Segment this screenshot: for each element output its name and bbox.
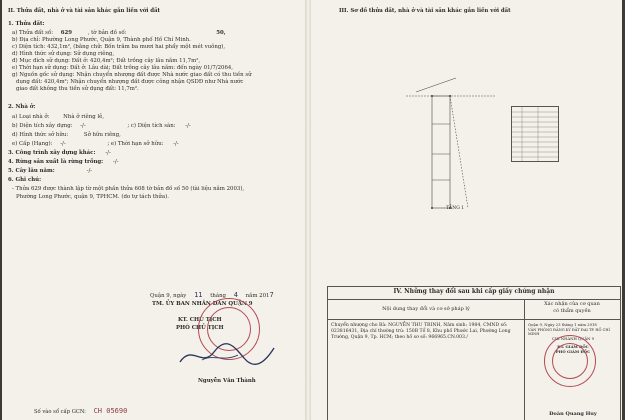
signer-name: Nguyễn Văn Thành [198,378,256,384]
sign-role: PHÓ CHỦ TỊCH [176,325,224,331]
map-sheet-number: 50, [216,30,226,36]
land-header: 1. Thửa đất: [8,21,45,27]
section4-title: IV. Những thay đổi sau khi cấp giấy chứng nhận [393,288,555,295]
forest-line [8,159,119,166]
year-label: năm 201 [245,293,270,299]
house-type-label: a) Loại nhà ở: [12,114,50,120]
certificate-document [2,0,622,420]
grade-line [12,141,179,148]
right-page [311,0,622,420]
sign-kt: KT. CHỦ TỊCH [178,317,222,323]
build-area-value: -/- [80,123,86,129]
address-line: b) Địa chỉ: Phường Long Phước, Quận 9, Thành phố Hồ Chí Minh. [12,37,191,43]
note-line-1: - Thửa 629 được thành lập từ một phần thửa 608 tờ bản đồ số 50 (tài liệu năm 2003), [12,186,245,192]
forest-label: 4. Rừng sản xuất là rừng trồng: [8,159,104,165]
coordinate-table [511,106,559,162]
confirm-date: Quận 9, Ngày 23 tháng 1 năm 2018 [528,322,597,327]
notes-title: 6. Ghi chú: [8,177,42,183]
map-floor-label: TẦNG 1 [446,206,465,211]
term-value: -/- [173,141,179,147]
usage-purpose-line: đ) Mục đích sử dụng: Đất ở: 420,4m²; Đất trồng cây lâu năm 11,7m², [12,58,201,64]
date-prefix: Quận 9, ngày [150,293,187,299]
sign-org: TM. ỦY BAN NHÂN DÂN QUẬN 9 [152,301,253,307]
confirm-signer: Đoàn Quang Huy [549,411,597,417]
area-line: c) Diện tích: 432,1m², (bằng chữ: Bốn trăm ba mươi hai phẩy một mét vuông), [12,44,226,50]
floor-area-label: ; c) Diện tích sàn: [127,123,176,129]
section3-title: III. Sơ đồ thửa đất, nhà ở và tài sản khác gắn liền với đất [339,8,511,14]
signature-mark [172,340,282,370]
usage-form-line: d) Hình thức sử dụng: Sử dụng riêng, [12,51,115,57]
build-area-line [12,123,191,130]
origin-line-3: giao đất không thu tiền sử dụng đất: 11,7m². [16,86,139,92]
map-sheet-label: , tờ bản đồ số: [87,30,127,36]
other-works-label: 3. Công trình xây dựng khác: [8,150,96,156]
term-label: ; e) Thời hạn sở hữu: [107,141,164,147]
confirm-branch: CHI NHÁNH QUẬN 9 [551,336,595,341]
parcel-number: 629 [60,30,72,36]
house-type-line [12,114,104,121]
grade-label: e) Cấp (Hạng): [12,141,53,147]
column-confirm-b: có thẩm quyền [553,308,591,314]
usage-term-line: e) Thời hạn sử dụng: Đất ở: Lâu dài; Đất trồng cây lâu năm: đến ngày 01/7/2064, [12,65,234,71]
cert-value: CH 05690 [93,407,128,415]
ownership-value: Sở hữu riêng, [83,132,121,138]
parcel-line [12,30,226,37]
perennial-label: 5. Cây lâu năm: [8,168,55,174]
grade-value: -/- [60,141,66,147]
ownership-line [12,132,121,139]
parcel-label: a) Thửa đất số: [12,30,54,36]
house-type-value: Nhà ở riêng lẻ, [63,114,105,120]
build-area-label: b) Diện tích xây dựng: [12,123,73,129]
perennial-line [8,168,92,175]
origin-line-1: g) Nguồn gốc sử dụng: Nhận chuyển nhượng đất được Nhà nước giao đất có thu tiền sử [12,72,252,78]
sign-day: 11 [194,291,203,299]
ownership-label: d) Hình thức sở hữu: [12,132,69,138]
column-confirm-a: Xác nhận của cơ quan [544,301,600,307]
sign-year-digit: 7 [269,291,274,299]
note-line-2: Phường Long Phước, quận 9, TPHCM. (do tự tách thửa). [16,194,169,200]
house-title: 2. Nhà ở: [8,104,36,110]
confirm-kt: KT. GIÁM ĐỐC [557,344,589,349]
coordinate-table-lines [512,107,558,161]
month-label: tháng [210,293,226,299]
perennial-value: -/- [86,168,93,174]
confirm-role: PHÓ GIÁM ĐỐC [555,349,591,354]
other-works-line [8,150,111,157]
cert-label: Số vào sổ cấp GCN: [34,409,86,415]
other-works-value: -/- [105,150,111,156]
certificate-number [34,408,127,416]
forest-value: -/- [113,159,119,165]
origin-line-2: dụng đất: 420,4m²; Nhận chuyển nhượng đất được công nhận QSDĐ như Nhà nước [16,79,244,85]
sign-month: 4 [233,291,238,299]
changes-table [327,286,621,420]
confirm-office: VĂN PHÒNG ĐĂNG KÝ ĐẤT ĐAI TP. HỒ CHÍ MINH [528,328,610,337]
column-changes: Nội dung thay đổi và cơ sở pháp lý [382,306,470,312]
office-seal-stamp [544,335,596,387]
floor-area-value: -/- [185,123,191,129]
parcel-map [396,62,516,220]
change-entry: Chuyển nhượng cho Bà: NGUYỄN THU TRINH, Năm sinh: 1984, CMND số: 023816431, Địa chỉ thường trú: 150B Tổ 8, Khu phố Phước Lai, Phường Long Trường, Quận 9, Tp. HCM; theo hồ sơ số: 966965.CN.003./ [331,323,511,341]
left-page [2,0,305,420]
sign-date [150,292,274,300]
section2-title: II. Thửa đất, nhà ở và tài sản khác gắn liền với đất [8,8,161,14]
